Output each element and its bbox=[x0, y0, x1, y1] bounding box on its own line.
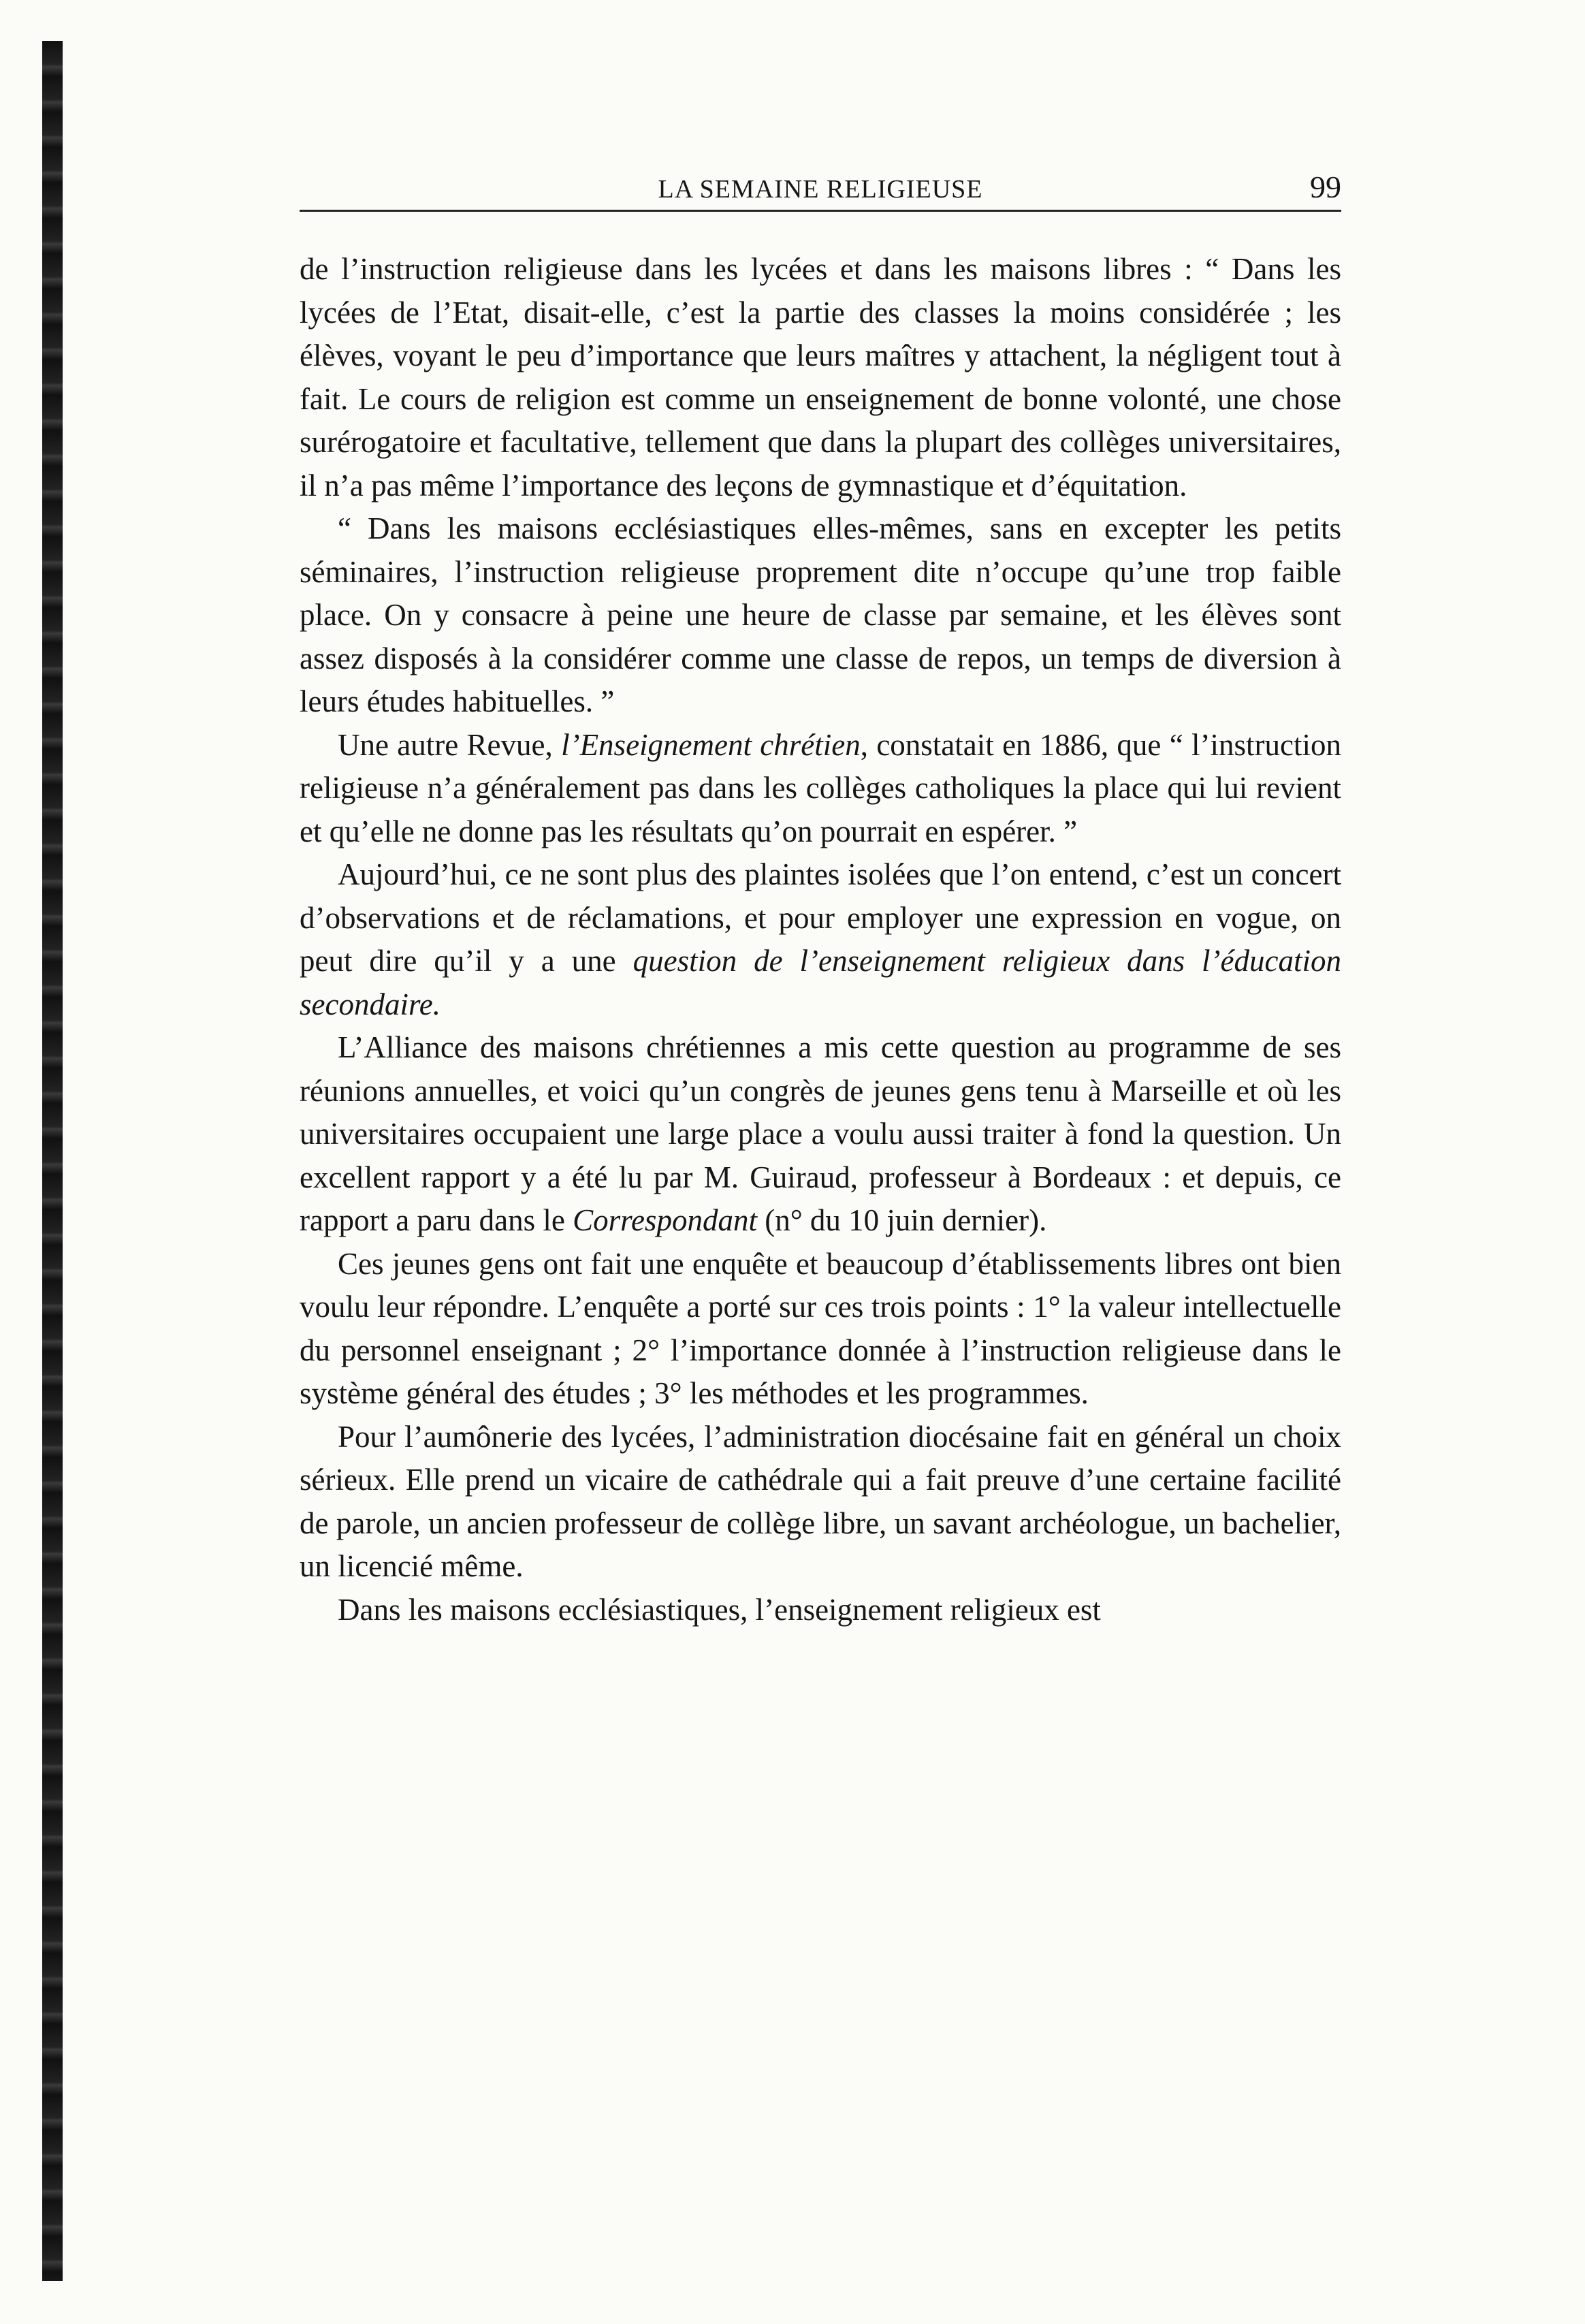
text-segment: L’Alliance des maisons chrétiennes a mis cette question au programme de ses réunions annuelles, et voici qu’un congrès de jeunes gens tenu à Marseille et où les universitaires occupaient une large place a voulu aussi traiter à fond la question. Un excellent rapport y a été lu par M. Guiraud, professeur à Bordeaux : et depuis, ce rapport a paru dans le bbox=[300, 1030, 1341, 1237]
text-segment: Aujourd’hui, ce ne sont plus des plaintes isolées que l’on entend, c’est un concert d’observations et de réclamations, et pour employer une expression en vogue, on peut dire qu’il y a une bbox=[300, 857, 1341, 978]
text-segment: “ Dans les maisons ecclésiastiques elles-mêmes, sans en excepter les petits séminaires, l’instruction religieuse proprement dite n’occupe qu’une trop faible place. On y consacre à peine une heure de classe par semaine, et les élèves sont assez disposés à la considérer comme une classe de repos, un temps de diversion à leurs études habituelles. ” bbox=[300, 511, 1341, 718]
paragraph bbox=[300, 1589, 1341, 1632]
page bbox=[300, 0, 1341, 2324]
italic-text: question de l’enseignement religieux dans l’éducation secondaire. bbox=[300, 944, 1341, 1021]
paragraph bbox=[300, 1416, 1341, 1589]
page-number: 99 bbox=[1310, 170, 1341, 204]
paragraph bbox=[300, 248, 1341, 507]
running-title: LA SEMAINE RELIGIEUSE bbox=[658, 175, 983, 204]
text-segment: Une autre Revue, bbox=[338, 727, 562, 762]
paragraph bbox=[300, 1026, 1341, 1243]
text-segment: Ces jeunes gens ont fait une enquête et beaucoup d’établissements libres ont bien voulu leur répondre. L’enquête a porté sur ces trois points : 1° la valeur intellectuelle du personnel enseignant ; 2° l’importance donnée à l’instruction religieuse dans le système général des études ; 3° les méthodes et les programmes. bbox=[300, 1246, 1341, 1410]
paragraph bbox=[300, 507, 1341, 724]
paragraph bbox=[300, 853, 1341, 1026]
paragraph bbox=[300, 1243, 1341, 1416]
text-segment: , constatait en 1886, que “ l’instruction religieuse n’a généralement pas dans les collèges catholiques la place qui lui revient et qu’elle ne donne pas les résultats qu’on pourrait en espérer. ” bbox=[300, 727, 1341, 848]
body-text bbox=[300, 248, 1341, 1631]
italic-text: Correspondant bbox=[573, 1203, 757, 1237]
text-segment: Pour l’aumônerie des lycées, l’administration diocésaine fait en général un choix sérieux. Elle prend un vicaire de cathédrale qui a fait preuve d’une certaine facilité de parole, un ancien professeur de collège libre, un savant archéologue, un bachelier, un licencié même. bbox=[300, 1419, 1341, 1583]
text-segment: Dans les maisons ecclésiastiques, l’enseignement religieux est bbox=[338, 1592, 1101, 1627]
running-header bbox=[300, 169, 1341, 212]
text-segment: de l’instruction religieuse dans les lycées et dans les maisons libres : “ Dans les lycées de l’Etat, disait-elle, c’est la partie des classes la moins considérée ; les élèves, voyant le peu d’importance que leurs maîtres y attachent, la négligent tout à fait. Le cours de religion est comme un enseignement de bonne volonté, une chose surérogatoire et facultative, tellement que dans la plupart des collèges universitaires, il n’a pas même l’importance des leçons de gymnastique et d’équitation. bbox=[300, 252, 1341, 503]
paragraph bbox=[300, 724, 1341, 854]
italic-text: l’Enseignement chrétien bbox=[561, 727, 861, 762]
text-segment: (n° du 10 juin dernier). bbox=[756, 1203, 1047, 1237]
binding-edge bbox=[42, 41, 63, 2281]
